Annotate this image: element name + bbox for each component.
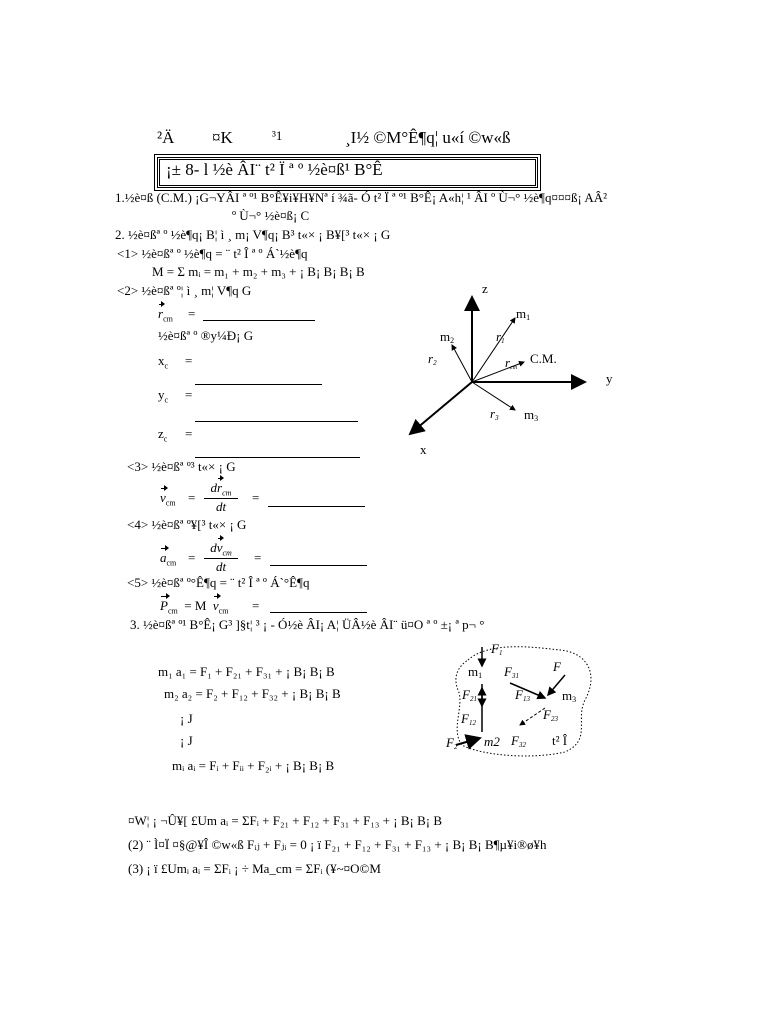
section2-heading: 2. ½è¤ßª º ½è¶q¡ B¦ ì ¸ m¡ V¶q¡ B³ t«× ¡ B¥[³ t«× ¡ G [115, 227, 391, 242]
f23-arrow [520, 708, 545, 725]
v-eq: = [188, 490, 196, 505]
force-eq-i: mᵢ aᵢ = Fᵢ + Fᵢᵢ + F₂ᵢ + ¡ B¡ B¡ B [172, 758, 335, 773]
y-axis-label: y [606, 371, 613, 386]
f2-arrow [456, 738, 480, 745]
f23-label: F23 [543, 707, 558, 723]
zc-eq: = [185, 426, 193, 441]
m2-label: m2 [440, 329, 455, 345]
v-cm-fraction: $dr_{cm}$ dt [204, 480, 238, 515]
cm-label: C.M. [530, 351, 557, 366]
item1-label: <1> ½è¤ßª º ½è¶q = ¨ t² Î ª º Á`½è¶q [117, 246, 308, 261]
r1-label: r1 [496, 329, 505, 345]
p-cm-formula: $P_{cm} = M$ $v_{cm}$ [160, 598, 229, 616]
r2-label: r2 [428, 351, 437, 367]
sum-eq-1: ¤W¦ ¡ ¬Û¥[ £Um aᵢ = ΣFᵢ + F₂₁ + F₁₂ + F₃₁ + F₁₃ + ¡ B¡ B¡ B [128, 813, 442, 828]
yc-eq: = [185, 387, 193, 402]
v-cm-symbol: $v_{cm}$ [160, 490, 176, 508]
section3-heading: 3. ½è¤ßª º¹ B°Ê¡ G³ ]§t¦ ³ ¡ - Ó½è ÂI¡ A¦ ÜÂ½è ÂI¨ ü¤O ª º ±¡ ª p¬ ° [130, 617, 485, 632]
zc-label: $z_c$ [158, 426, 168, 444]
a-cm-symbol: $a_{cm}$ [160, 550, 177, 568]
f2-label: F2 [446, 735, 458, 751]
a-eq2: = [254, 550, 262, 565]
yc-label: $y_c$ [158, 387, 169, 405]
m1-label: m1 [516, 306, 531, 322]
a-eq: = [188, 550, 196, 565]
r-eq: = [188, 306, 196, 321]
force-eq-2: m₂ a₂ = F₂ + F₁₂ + F₃₂ + ¡ B¡ B¡ B [164, 686, 341, 701]
force-eq-dots1: ¡ J [180, 711, 193, 726]
title-chapter-num: ¤K [212, 128, 233, 147]
xc-eq: = [185, 353, 193, 368]
item2-label: <2> ½è¤ßª º¦ ì ¸ m¦ V¶q G [117, 283, 252, 298]
r3-label: r3 [490, 406, 499, 422]
force-eq-1: m₁ a₁ = F₁ + F₂₁ + F₃₁ + ¡ B¡ B¡ B [158, 664, 335, 679]
title-heading: ¸I½ ©M°Ê¶q¦ u«í ©w«ß [345, 128, 511, 147]
rcm-label: rcm [505, 355, 518, 371]
sum-eq-3: (3) ¡ ï £Umᵢ aᵢ = ΣFᵢ ¡ ÷ Ma_cm = ΣFᵢ (¥~¤O©M [128, 861, 381, 876]
fig2-m3: m3 [562, 688, 577, 704]
fig2-m1: m1 [468, 664, 483, 680]
title-chapter: ²Ä [157, 128, 175, 147]
f3-label: F [553, 659, 561, 674]
item5-label: <5> ½è¤ßª º°Ê¶q = ¨ t² Î ª º Á`°Ê¶q [127, 575, 310, 590]
f1-label: F1 [491, 641, 503, 657]
title-subheading: ¡± 8- l ½è ÂI¨ t² Ï ª º ½è¤ß¹ B°Ê [166, 160, 383, 179]
f31-label: F31 [504, 664, 519, 680]
a-cm-fraction: $dv_{cm}$ dt [204, 540, 238, 575]
section1-cont: º Ù¬° ½è¤ß¡ C [232, 208, 310, 223]
f21-label: F21 [462, 687, 477, 703]
fig2-tail: t² Î [552, 733, 568, 748]
z-axis-label: z [482, 281, 488, 296]
f12-label: F12 [461, 711, 476, 727]
force-eq-dots2: ¡ J [180, 733, 193, 748]
sum-eq-2: (2) ¨ Ì¤Ï ¤§@¥Î ©w«ß Fᵢⱼ + Fⱼᵢ = 0 ¡ ï F₂₁ + F₁₂ + F₃₁ + F₁₃ + ¡ B¡ B¡ B¶µ¥i®ø¥h [128, 837, 547, 852]
item4-label: <4> ½è¤ßª º¥[³ t«× ¡ G [127, 517, 247, 532]
fig2-m2: m2 [484, 734, 500, 749]
p-eq2: = [252, 598, 260, 613]
m3-label: m3 [524, 407, 539, 423]
f13-label: F13 [515, 687, 530, 703]
mass-formula: M = Σ mᵢ = m₁ + m₂ + m₃ + ¡ B¡ B¡ B¡ B [152, 264, 365, 279]
xc-label: $x_c$ [158, 353, 169, 371]
x-axis-label: x [420, 442, 427, 457]
title-section: ³1 [272, 128, 283, 143]
section1-text: 1.½è¤ß (C.M.) ¡G¬YÂI ª º¹ B°Ê¥i¥H¥Nª í ¾ã- Ó t² Ï ª º¹ B°Ê¡ A«h¦ ¹ ÂI º Ù¬° ½è¶q¤¤¤ß¡ AÂ² [115, 190, 607, 205]
item3-label: <3> ½è¤ßª º³ t«× ¡ G [127, 459, 236, 474]
v-eq2: = [252, 490, 260, 505]
coords-label: ½è¤ßª º ®y¼Ð¡ G [158, 328, 254, 343]
f32-label: F32 [511, 733, 526, 749]
r-cm-symbol: $r_{cm}$ [158, 306, 173, 324]
